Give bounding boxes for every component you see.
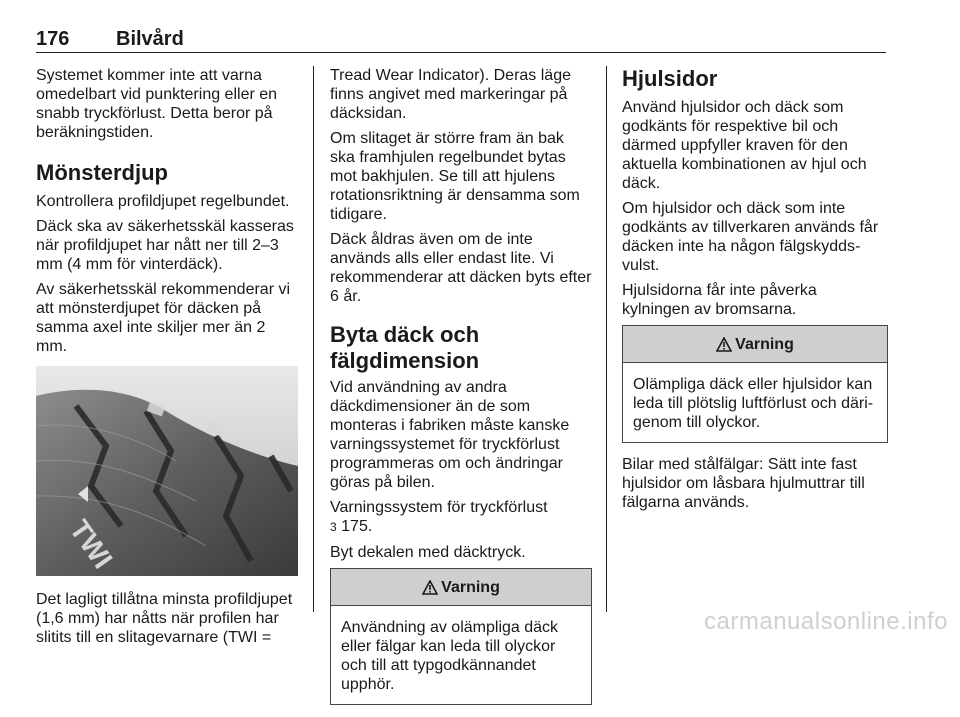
warning-body: Olämpliga däck eller hjulsidor kan leda till plötslig luftförlust och därigenom till olyckor. — [633, 376, 874, 431]
paragraph: Kontrollera profildjupet regelbundet. — [36, 193, 290, 210]
paragraph: Om hjulsidor och däck som inte godkänts av tillverkaren används får däcken inte ha någon fälgskyddsvulst. — [622, 200, 879, 274]
twi-label: TWI — [63, 514, 119, 575]
heading-monsterdjup: Mönsterdjup — [36, 160, 168, 185]
page-number: 176 — [36, 28, 70, 50]
paragraph: Däck åldras även om de inte används alls eller endast lite. Vi rekommenderar att däcken byts efter 6 år. — [330, 231, 592, 305]
page-header — [36, 28, 886, 50]
section-title: Bilvård — [116, 28, 184, 50]
tire-tread-image — [36, 366, 298, 576]
paragraph: Vid användning av andra däckdimensioner än de som monteras i fabriken måste kanske varningssystemet för tryckförlust programmeras om och ändringar göras på bilen. — [330, 379, 570, 491]
watermark-logo: carmanualsonline.info — [704, 608, 948, 635]
column-3 — [622, 66, 888, 518]
warning-header — [331, 569, 591, 606]
paragraph — [330, 498, 592, 537]
warning-box — [622, 325, 888, 443]
reference-text: Varningssystem för tryckförlust — [330, 499, 548, 516]
paragraph: Bilar med stålfälgar: Sätt inte fast hjulsidor om låsbara hjulmuttrar till fälgarna används. — [622, 456, 865, 511]
warning-header — [623, 326, 887, 363]
paragraph: Däck ska av säkerhetsskäl kasseras när profildjupet har nått ner till 2–3 mm (4 mm för vinterdäck). — [36, 218, 294, 273]
warning-title: Varning — [735, 335, 794, 353]
paragraph: Tread Wear Indicator). Deras läge finns angivet med markeringar på däcksidan. — [330, 67, 571, 122]
column-divider-1 — [313, 66, 314, 612]
warning-triangle-icon — [716, 337, 732, 352]
paragraph: Använd hjulsidor och däck som godkänts för respektive bil och därmed uppfyller kraven för den aktuella kombinationen av hjul och däck. — [622, 99, 867, 192]
column-1 — [36, 66, 298, 653]
column-2 — [330, 66, 592, 717]
warning-title: Varning — [441, 578, 500, 596]
paragraph: Systemet kommer inte att varna omedelbart vid punktering eller en snabb tryckförlust. Detta beror på beräkningstiden. — [36, 67, 278, 141]
page-ref-link[interactable]: 175. — [341, 518, 373, 535]
paragraph: Hjulsidorna får inte påverka kylningen av bromsarna. — [622, 282, 817, 318]
warning-triangle-icon — [422, 580, 438, 595]
paragraph: Det lagligt tillåtna minsta profildjupet (1,6 mm) har nåtts när profilen har slitits till en slitagevarnare (TWI = — [36, 591, 293, 646]
heading-byta-dack: Byta däck och fälgdimension — [330, 322, 480, 373]
column-divider-2 — [606, 66, 607, 612]
heading-hjulsidor: Hjulsidor — [622, 66, 718, 91]
warning-box — [330, 568, 592, 705]
page-ref-symbol: 3 — [330, 520, 337, 534]
paragraph: Byt dekalen med däcktryck. — [330, 544, 526, 561]
paragraph: Av säkerhetsskäl rekommenderar vi att mönsterdjupet för däcken på samma axel inte skiljer mer än 2 mm. — [36, 281, 291, 355]
warning-body: Användning av olämpliga däck eller fälgar kan leda till olyckor och till att typgodkännandet upphör. — [341, 619, 559, 693]
paragraph: Om slitaget är större fram än bak ska framhjulen regelbundet bytas mot bakhjulen. Se till att hjulens rotationsriktning är densamma som tidigare. — [330, 130, 580, 223]
header-rule — [36, 52, 886, 53]
